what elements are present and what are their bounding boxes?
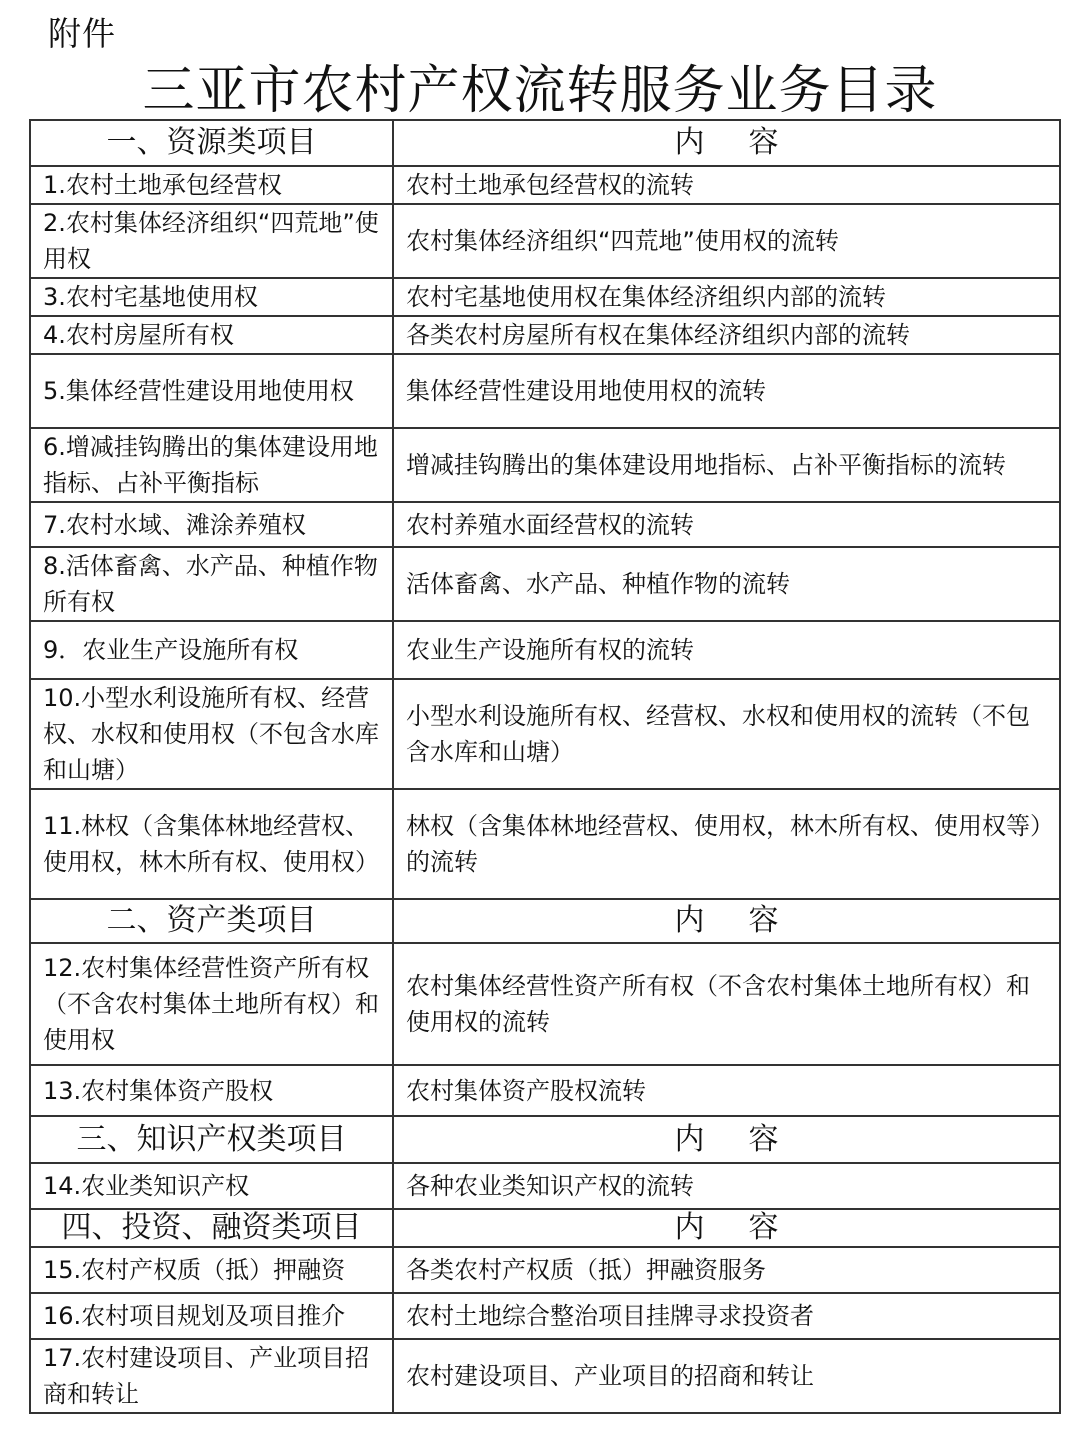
item-cell: 14.农业类知识产权 (30, 1163, 393, 1209)
content-heading: 内容 (393, 1209, 1060, 1247)
content-cell: 各种农业类知识产权的流转 (393, 1163, 1060, 1209)
table-row (30, 316, 1060, 354)
section-heading: 三、知识产权类项目 (30, 1116, 393, 1163)
content-cell: 农村宅基地使用权在集体经济组织内部的流转 (393, 278, 1060, 316)
item-cell: 16.农村项目规划及项目推介 (30, 1293, 393, 1339)
table-row (30, 166, 1060, 204)
content-heading: 内容 (393, 899, 1060, 943)
table-row (30, 204, 1060, 278)
table-row (30, 428, 1060, 502)
item-cell: 6.增减挂钩腾出的集体建设用地指标、占补平衡指标 (30, 428, 393, 502)
table-row (30, 1293, 1060, 1339)
table-row (30, 621, 1060, 679)
content-cell: 集体经营性建设用地使用权的流转 (393, 354, 1060, 428)
section-header-row (30, 899, 1060, 943)
content-cell: 小型水利设施所有权、经营权、水权和使用权的流转（不包含水库和山塘） (393, 679, 1060, 789)
table-row (30, 278, 1060, 316)
item-cell: 11.林权（含集体林地经营权、使用权，林木所有权、使用权） (30, 789, 393, 899)
content-cell: 农村土地综合整治项目挂牌寻求投资者 (393, 1293, 1060, 1339)
item-cell: 2.农村集体经济组织“四荒地”使用权 (30, 204, 393, 278)
table-row (30, 1163, 1060, 1209)
content-heading: 内容 (393, 120, 1060, 166)
table-row (30, 679, 1060, 789)
content-cell: 活体畜禽、水产品、种植作物的流转 (393, 547, 1060, 621)
item-cell: 10.小型水利设施所有权、经营权、水权和使用权（不包含水库和山塘） (30, 679, 393, 789)
section-heading: 四、投资、融资类项目 (30, 1209, 393, 1247)
content-cell: 农村养殖水面经营权的流转 (393, 502, 1060, 547)
content-cell: 农村土地承包经营权的流转 (393, 166, 1060, 204)
content-cell: 农村建设项目、产业项目的招商和转让 (393, 1339, 1060, 1413)
attachment-label: 附件 (48, 14, 116, 53)
content-cell: 农村集体经济组织“四荒地”使用权的流转 (393, 204, 1060, 278)
document-title: 三亚市农村产权流转服务业务目录 (142, 61, 938, 121)
section-header-row (30, 120, 1060, 166)
item-cell: 9．农业生产设施所有权 (30, 621, 393, 679)
item-cell: 8.活体畜禽、水产品、种植作物所有权 (30, 547, 393, 621)
section-heading: 一、资源类项目 (30, 120, 393, 166)
content-cell: 农村集体资产股权流转 (393, 1065, 1060, 1116)
content-cell: 各类农村房屋所有权在集体经济组织内部的流转 (393, 316, 1060, 354)
table-row (30, 547, 1060, 621)
table-row (30, 1065, 1060, 1116)
content-heading: 内容 (393, 1116, 1060, 1163)
table-row (30, 789, 1060, 899)
section-header-row (30, 1116, 1060, 1163)
table-row (30, 502, 1060, 547)
item-cell: 17.农村建设项目、产业项目招商和转让 (30, 1339, 393, 1413)
item-cell: 4.农村房屋所有权 (30, 316, 393, 354)
item-cell: 3.农村宅基地使用权 (30, 278, 393, 316)
content-cell: 增减挂钩腾出的集体建设用地指标、占补平衡指标的流转 (393, 428, 1060, 502)
content-cell: 农村集体经营性资产所有权（不含农村集体土地所有权）和使用权的流转 (393, 943, 1060, 1065)
table-row (30, 943, 1060, 1065)
item-cell: 13.农村集体资产股权 (30, 1065, 393, 1116)
table-row (30, 1339, 1060, 1413)
section-heading: 二、资产类项目 (30, 899, 393, 943)
content-cell: 农业生产设施所有权的流转 (393, 621, 1060, 679)
table-row (30, 1247, 1060, 1293)
content-cell: 各类农村产权质（抵）押融资服务 (393, 1247, 1060, 1293)
item-cell: 7.农村水域、滩涂养殖权 (30, 502, 393, 547)
item-cell: 5.集体经营性建设用地使用权 (30, 354, 393, 428)
table-row (30, 354, 1060, 428)
item-cell: 15.农村产权质（抵）押融资 (30, 1247, 393, 1293)
item-cell: 12.农村集体经营性资产所有权（不含农村集体土地所有权）和使用权 (30, 943, 393, 1065)
content-cell: 林权（含集体林地经营权、使用权，林木所有权、使用权等）的流转 (393, 789, 1060, 899)
item-cell: 1.农村土地承包经营权 (30, 166, 393, 204)
catalog-table (29, 119, 1061, 1414)
section-header-row (30, 1209, 1060, 1247)
